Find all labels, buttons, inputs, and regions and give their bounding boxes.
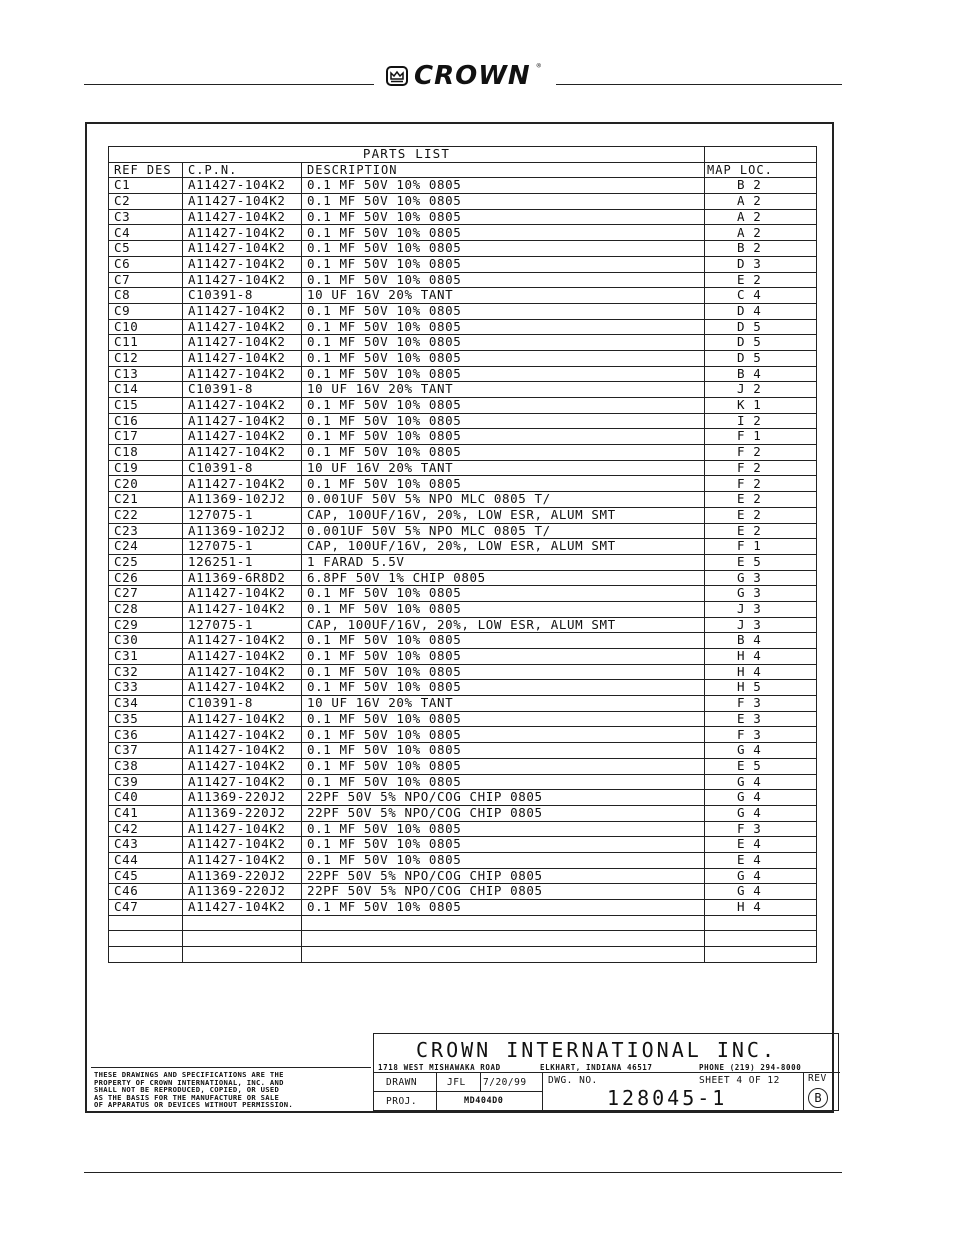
cell-map-loc: D 3 xyxy=(705,256,817,272)
cell-map-loc: F 2 xyxy=(705,445,817,461)
table-row xyxy=(109,774,817,790)
cell-cpn: A11427-104K2 xyxy=(183,209,302,225)
cell-ref-des: C35 xyxy=(109,711,183,727)
cell-cpn: A11427-104K2 xyxy=(183,837,302,853)
cell-cpn: C10391-8 xyxy=(183,382,302,398)
cell-ref-des: C39 xyxy=(109,774,183,790)
table-row xyxy=(109,382,817,398)
cell-cpn: C10391-8 xyxy=(183,696,302,712)
cell-cpn: A11369-220J2 xyxy=(183,805,302,821)
cell-ref-des: C21 xyxy=(109,492,183,508)
cell-description: 0.1 MF 50V 10% 0805 xyxy=(302,398,705,414)
table-row xyxy=(109,492,817,508)
cell-description: 0.1 MF 50V 10% 0805 xyxy=(302,727,705,743)
table-row xyxy=(109,617,817,633)
cell-map-loc: F 3 xyxy=(705,696,817,712)
cell-map-loc: D 5 xyxy=(705,335,817,351)
cell-map-loc: H 4 xyxy=(705,900,817,916)
table-row xyxy=(109,288,817,304)
table-row xyxy=(109,743,817,759)
company-address: 1718 WEST MISHAWAKA ROAD xyxy=(378,1063,501,1072)
table-row xyxy=(109,272,817,288)
proprietary-notice: THESE DRAWINGS AND SPECIFICATIONS ARE THE PROPERTY OF CROWN INTERNATIONAL, INC. AND SHALL NOT BE REPRODUCED, COPIED, OR USED AS THE BASIS FOR THE MANUFACTURE OR SALE OF APPARATUS OR DEVICES WITHOUT PERMISSION. xyxy=(94,1070,293,1110)
cell-map-loc: E 3 xyxy=(705,711,817,727)
cell-ref-des: C3 xyxy=(109,209,183,225)
cell-map-loc xyxy=(705,915,817,931)
cell-map-loc: C 4 xyxy=(705,288,817,304)
cell-ref-des: C11 xyxy=(109,335,183,351)
cell-map-loc: G 4 xyxy=(705,774,817,790)
cell-cpn: A11427-104K2 xyxy=(183,178,302,194)
cell-map-loc xyxy=(705,931,817,947)
cell-ref-des: C20 xyxy=(109,476,183,492)
cell-description: 0.1 MF 50V 10% 0805 xyxy=(302,774,705,790)
cell-ref-des: C40 xyxy=(109,790,183,806)
table-row xyxy=(109,413,817,429)
cell-description: 10 UF 16V 20% TANT xyxy=(302,382,705,398)
table-row xyxy=(109,539,817,555)
cell-ref-des: C41 xyxy=(109,805,183,821)
cell-cpn: A11427-104K2 xyxy=(183,821,302,837)
cell-description: 0.1 MF 50V 10% 0805 xyxy=(302,225,705,241)
cell-description: 0.1 MF 50V 10% 0805 xyxy=(302,429,705,445)
cell-description: 0.1 MF 50V 10% 0805 xyxy=(302,335,705,351)
rev-value: B xyxy=(814,1091,822,1105)
cell-description: 0.1 MF 50V 10% 0805 xyxy=(302,366,705,382)
table-row xyxy=(109,554,817,570)
company-phone: PHONE (219) 294-8000 xyxy=(699,1063,802,1072)
table-row xyxy=(109,633,817,649)
cell-ref-des: C33 xyxy=(109,680,183,696)
table-row xyxy=(109,696,817,712)
cell-ref-des: C34 xyxy=(109,696,183,712)
rev-label: REV xyxy=(808,1073,827,1084)
cell-ref-des: C16 xyxy=(109,413,183,429)
cell-description: 0.1 MF 50V 10% 0805 xyxy=(302,758,705,774)
cell-map-loc: F 1 xyxy=(705,429,817,445)
cell-description: 0.1 MF 50V 10% 0805 xyxy=(302,743,705,759)
cell-map-loc: B 2 xyxy=(705,241,817,257)
cell-description: 0.1 MF 50V 10% 0805 xyxy=(302,821,705,837)
table-row xyxy=(109,601,817,617)
table-row xyxy=(109,727,817,743)
cell-ref-des: C42 xyxy=(109,821,183,837)
cell-cpn: A11427-104K2 xyxy=(183,241,302,257)
cell-cpn: A11369-102J2 xyxy=(183,523,302,539)
cell-ref-des: C32 xyxy=(109,664,183,680)
cell-ref-des: C45 xyxy=(109,868,183,884)
cell-description: 0.1 MF 50V 10% 0805 xyxy=(302,711,705,727)
cell-map-loc: E 2 xyxy=(705,492,817,508)
cell-cpn: A11427-104K2 xyxy=(183,601,302,617)
cell-ref-des: C25 xyxy=(109,554,183,570)
table-row xyxy=(109,209,817,225)
registered-mark: ® xyxy=(536,62,541,70)
table-row xyxy=(109,868,817,884)
crown-logo xyxy=(386,62,554,90)
cell-ref-des: C14 xyxy=(109,382,183,398)
table-row xyxy=(109,194,817,210)
cell-ref-des: C6 xyxy=(109,256,183,272)
cell-description: 0.1 MF 50V 10% 0805 xyxy=(302,837,705,853)
proj-value: MD404D0 xyxy=(464,1096,504,1106)
cell-map-loc: D 4 xyxy=(705,303,817,319)
cell-description xyxy=(302,931,705,947)
cell-description: 0.001UF 50V 5% NPO MLC 0805 T/ xyxy=(302,492,705,508)
cell-description: 0.1 MF 50V 10% 0805 xyxy=(302,900,705,916)
cell-cpn: A11427-104K2 xyxy=(183,586,302,602)
cell-cpn: C10391-8 xyxy=(183,460,302,476)
cell-map-loc: F 3 xyxy=(705,727,817,743)
cell-map-loc: B 4 xyxy=(705,633,817,649)
cell-ref-des: C12 xyxy=(109,350,183,366)
cell-cpn: A11427-104K2 xyxy=(183,366,302,382)
cell-ref-des: C13 xyxy=(109,366,183,382)
cell-ref-des: C7 xyxy=(109,272,183,288)
cell-ref-des: C36 xyxy=(109,727,183,743)
company-name: CROWN INTERNATIONAL INC. xyxy=(416,1038,777,1062)
table-row xyxy=(109,790,817,806)
cell-ref-des: C17 xyxy=(109,429,183,445)
cell-description: 0.1 MF 50V 10% 0805 xyxy=(302,319,705,335)
cell-cpn: A11427-104K2 xyxy=(183,445,302,461)
cell-map-loc: E 4 xyxy=(705,852,817,868)
table-row xyxy=(109,335,817,351)
table-row xyxy=(109,915,817,931)
cell-ref-des: C10 xyxy=(109,319,183,335)
cell-cpn: A11369-102J2 xyxy=(183,492,302,508)
header-rule-left xyxy=(84,84,374,85)
header-rule-right xyxy=(556,84,842,85)
cell-ref-des: C28 xyxy=(109,601,183,617)
tb-vrule-1 xyxy=(436,1072,437,1112)
table-row xyxy=(109,460,817,476)
cell-map-loc: G 4 xyxy=(705,868,817,884)
cell-cpn: A11427-104K2 xyxy=(183,711,302,727)
table-row xyxy=(109,852,817,868)
cell-description: 0.001UF 50V 5% NPO MLC 0805 T/ xyxy=(302,523,705,539)
cell-ref-des: C27 xyxy=(109,586,183,602)
title-row-spacer xyxy=(705,147,817,163)
col-header-desc: DESCRIPTION xyxy=(302,162,705,178)
cell-ref-des: C44 xyxy=(109,852,183,868)
table-row xyxy=(109,303,817,319)
cell-description: 22PF 50V 5% NPO/COG CHIP 0805 xyxy=(302,790,705,806)
cell-description: 0.1 MF 50V 10% 0805 xyxy=(302,178,705,194)
table-row xyxy=(109,900,817,916)
cell-ref-des: C31 xyxy=(109,649,183,665)
cell-ref-des: C18 xyxy=(109,445,183,461)
table-row xyxy=(109,711,817,727)
cell-description: 22PF 50V 5% NPO/COG CHIP 0805 xyxy=(302,868,705,884)
cell-description: 0.1 MF 50V 10% 0805 xyxy=(302,256,705,272)
cell-description: 1 FARAD 5.5V xyxy=(302,554,705,570)
cell-description: 0.1 MF 50V 10% 0805 xyxy=(302,303,705,319)
cell-ref-des: C24 xyxy=(109,539,183,555)
drawn-date: 7/20/99 xyxy=(483,1077,527,1088)
cell-map-loc: G 4 xyxy=(705,805,817,821)
cell-cpn: A11427-104K2 xyxy=(183,774,302,790)
cell-description: 10 UF 16V 20% TANT xyxy=(302,288,705,304)
table-row xyxy=(109,445,817,461)
cell-description: 0.1 MF 50V 10% 0805 xyxy=(302,664,705,680)
cell-ref-des: C15 xyxy=(109,398,183,414)
cell-cpn: A11427-104K2 xyxy=(183,413,302,429)
cell-description: CAP, 100UF/16V, 20%, LOW ESR, ALUM SMT xyxy=(302,539,705,555)
brand-wordmark: CROWN xyxy=(414,61,531,91)
cell-map-loc: K 1 xyxy=(705,398,817,414)
cell-map-loc: F 2 xyxy=(705,476,817,492)
cell-cpn: A11427-104K2 xyxy=(183,335,302,351)
table-row xyxy=(109,805,817,821)
cell-cpn: A11427-104K2 xyxy=(183,727,302,743)
table-row xyxy=(109,680,817,696)
table-row xyxy=(109,664,817,680)
cell-map-loc: E 5 xyxy=(705,758,817,774)
cell-ref-des: C9 xyxy=(109,303,183,319)
cell-map-loc: B 2 xyxy=(705,178,817,194)
cell-ref-des: C8 xyxy=(109,288,183,304)
cell-cpn: A11427-104K2 xyxy=(183,429,302,445)
sheet-number: SHEET 4 OF 12 xyxy=(699,1075,780,1086)
cell-cpn: A11427-104K2 xyxy=(183,633,302,649)
cell-cpn: A11427-104K2 xyxy=(183,476,302,492)
cell-ref-des: C38 xyxy=(109,758,183,774)
cell-map-loc: G 4 xyxy=(705,884,817,900)
cell-map-loc: A 2 xyxy=(705,194,817,210)
cell-ref-des xyxy=(109,915,183,931)
table-row xyxy=(109,178,817,194)
cell-map-loc: D 5 xyxy=(705,350,817,366)
parts-list-body xyxy=(109,178,817,962)
drawn-by: JFL xyxy=(447,1077,466,1088)
cell-cpn: 126251-1 xyxy=(183,554,302,570)
table-row xyxy=(109,884,817,900)
company-city: ELKHART, INDIANA 46517 xyxy=(540,1063,653,1072)
crown-icon xyxy=(386,66,408,86)
cell-map-loc: A 2 xyxy=(705,225,817,241)
cell-description: CAP, 100UF/16V, 20%, LOW ESR, ALUM SMT xyxy=(302,507,705,523)
tb-rule-2 xyxy=(374,1091,542,1092)
cell-description: 10 UF 16V 20% TANT xyxy=(302,460,705,476)
proprietary-notice-box xyxy=(91,1067,371,1111)
cell-ref-des: C47 xyxy=(109,900,183,916)
tb-vrule-2 xyxy=(480,1072,481,1091)
cell-map-loc: J 3 xyxy=(705,601,817,617)
table-row xyxy=(109,398,817,414)
table-row xyxy=(109,507,817,523)
cell-description: 0.1 MF 50V 10% 0805 xyxy=(302,209,705,225)
cell-description: 0.1 MF 50V 10% 0805 xyxy=(302,586,705,602)
cell-cpn xyxy=(183,915,302,931)
tb-vrule-4 xyxy=(803,1072,804,1112)
cell-description: 0.1 MF 50V 10% 0805 xyxy=(302,194,705,210)
cell-cpn: A11427-104K2 xyxy=(183,225,302,241)
table-row xyxy=(109,225,817,241)
cell-cpn: A11427-104K2 xyxy=(183,398,302,414)
table-row xyxy=(109,476,817,492)
parts-list-title: PARTS LIST xyxy=(109,147,705,163)
cell-cpn: A11427-104K2 xyxy=(183,664,302,680)
cell-cpn: A11427-104K2 xyxy=(183,272,302,288)
drawn-label: DRAWN xyxy=(386,1077,418,1088)
table-row xyxy=(109,947,817,963)
tb-rule-1 xyxy=(374,1072,840,1073)
title-block xyxy=(373,1033,839,1111)
cell-description: 0.1 MF 50V 10% 0805 xyxy=(302,350,705,366)
cell-cpn: A11427-104K2 xyxy=(183,319,302,335)
table-row xyxy=(109,319,817,335)
col-header-map: MAP LOC. xyxy=(705,162,817,178)
cell-description: 0.1 MF 50V 10% 0805 xyxy=(302,272,705,288)
cell-cpn: A11369-220J2 xyxy=(183,884,302,900)
cell-cpn: 127075-1 xyxy=(183,617,302,633)
cell-map-loc: B 4 xyxy=(705,366,817,382)
cell-cpn: A11427-104K2 xyxy=(183,649,302,665)
cell-cpn: A11369-220J2 xyxy=(183,790,302,806)
col-header-cpn: C.P.N. xyxy=(183,162,302,178)
table-row xyxy=(109,429,817,445)
cell-ref-des: C43 xyxy=(109,837,183,853)
cell-ref-des: C30 xyxy=(109,633,183,649)
cell-map-loc: H 4 xyxy=(705,649,817,665)
cell-description: 0.1 MF 50V 10% 0805 xyxy=(302,649,705,665)
cell-description: 0.1 MF 50V 10% 0805 xyxy=(302,852,705,868)
cell-map-loc: E 4 xyxy=(705,837,817,853)
tb-vrule-3 xyxy=(542,1072,543,1112)
cell-map-loc: I 2 xyxy=(705,413,817,429)
cell-ref-des xyxy=(109,947,183,963)
cell-map-loc xyxy=(705,947,817,963)
cell-cpn: A11369-6R8D2 xyxy=(183,570,302,586)
cell-ref-des: C22 xyxy=(109,507,183,523)
cell-cpn: A11427-104K2 xyxy=(183,350,302,366)
cell-description: 0.1 MF 50V 10% 0805 xyxy=(302,445,705,461)
table-row xyxy=(109,570,817,586)
table-row xyxy=(109,241,817,257)
footer-rule xyxy=(84,1172,842,1173)
cell-description: 0.1 MF 50V 10% 0805 xyxy=(302,633,705,649)
cell-cpn: A11427-104K2 xyxy=(183,680,302,696)
cell-cpn: A11369-220J2 xyxy=(183,868,302,884)
cell-description xyxy=(302,947,705,963)
cell-cpn: A11427-104K2 xyxy=(183,256,302,272)
cell-description: 22PF 50V 5% NPO/COG CHIP 0805 xyxy=(302,805,705,821)
cell-map-loc: G 3 xyxy=(705,586,817,602)
cell-map-loc: G 4 xyxy=(705,790,817,806)
cell-cpn: A11427-104K2 xyxy=(183,758,302,774)
cell-description: 0.1 MF 50V 10% 0805 xyxy=(302,476,705,492)
table-row xyxy=(109,523,817,539)
cell-cpn: A11427-104K2 xyxy=(183,852,302,868)
col-header-ref: REF DES xyxy=(109,162,183,178)
cell-map-loc: G 4 xyxy=(705,743,817,759)
parts-list-title-row xyxy=(109,147,817,163)
cell-map-loc: J 2 xyxy=(705,382,817,398)
cell-cpn xyxy=(183,947,302,963)
table-row xyxy=(109,366,817,382)
cell-map-loc: E 2 xyxy=(705,523,817,539)
cell-cpn xyxy=(183,931,302,947)
table-row xyxy=(109,350,817,366)
cell-map-loc: F 2 xyxy=(705,460,817,476)
cell-ref-des: C1 xyxy=(109,178,183,194)
cell-map-loc: E 2 xyxy=(705,507,817,523)
drawing-number: 128045-1 xyxy=(607,1086,728,1110)
table-row xyxy=(109,821,817,837)
table-row xyxy=(109,256,817,272)
cell-ref-des: C2 xyxy=(109,194,183,210)
cell-description: 0.1 MF 50V 10% 0805 xyxy=(302,241,705,257)
cell-ref-des xyxy=(109,931,183,947)
cell-ref-des: C4 xyxy=(109,225,183,241)
cell-description: 22PF 50V 5% NPO/COG CHIP 0805 xyxy=(302,884,705,900)
parts-list-header-row xyxy=(109,162,817,178)
cell-cpn: 127075-1 xyxy=(183,539,302,555)
table-row xyxy=(109,931,817,947)
cell-cpn: A11427-104K2 xyxy=(183,303,302,319)
table-row xyxy=(109,837,817,853)
rev-badge xyxy=(808,1088,828,1108)
cell-cpn: A11427-104K2 xyxy=(183,900,302,916)
cell-ref-des: C5 xyxy=(109,241,183,257)
cell-map-loc: H 5 xyxy=(705,680,817,696)
cell-map-loc: H 4 xyxy=(705,664,817,680)
cell-ref-des: C23 xyxy=(109,523,183,539)
table-row xyxy=(109,586,817,602)
cell-map-loc: F 1 xyxy=(705,539,817,555)
cell-cpn: A11427-104K2 xyxy=(183,743,302,759)
cell-map-loc: E 5 xyxy=(705,554,817,570)
cell-description: 0.1 MF 50V 10% 0805 xyxy=(302,680,705,696)
cell-cpn: 127075-1 xyxy=(183,507,302,523)
cell-map-loc: J 3 xyxy=(705,617,817,633)
table-row xyxy=(109,758,817,774)
dwg-no-label: DWG. NO. xyxy=(548,1075,598,1086)
cell-ref-des: C29 xyxy=(109,617,183,633)
cell-map-loc: A 2 xyxy=(705,209,817,225)
cell-map-loc: F 3 xyxy=(705,821,817,837)
proj-label: PROJ. xyxy=(386,1096,418,1107)
table-row xyxy=(109,649,817,665)
cell-ref-des: C19 xyxy=(109,460,183,476)
cell-description xyxy=(302,915,705,931)
cell-ref-des: C26 xyxy=(109,570,183,586)
cell-map-loc: D 5 xyxy=(705,319,817,335)
cell-ref-des: C37 xyxy=(109,743,183,759)
cell-description: 10 UF 16V 20% TANT xyxy=(302,696,705,712)
cell-map-loc: G 3 xyxy=(705,570,817,586)
cell-description: CAP, 100UF/16V, 20%, LOW ESR, ALUM SMT xyxy=(302,617,705,633)
cell-map-loc: E 2 xyxy=(705,272,817,288)
cell-cpn: C10391-8 xyxy=(183,288,302,304)
cell-description: 0.1 MF 50V 10% 0805 xyxy=(302,601,705,617)
cell-cpn: A11427-104K2 xyxy=(183,194,302,210)
parts-list-table xyxy=(108,146,817,963)
cell-description: 6.8PF 50V 1% CHIP 0805 xyxy=(302,570,705,586)
cell-description: 0.1 MF 50V 10% 0805 xyxy=(302,413,705,429)
cell-ref-des: C46 xyxy=(109,884,183,900)
